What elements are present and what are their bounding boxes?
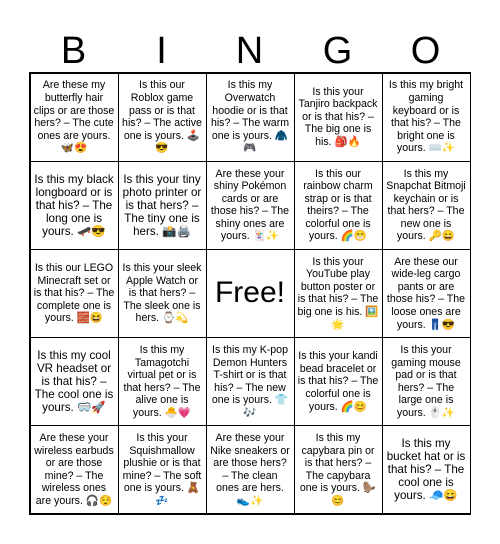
cell-text: Is this your kandi bead bracelet or is that his? – The colorful one is yours. 🌈😊	[297, 350, 379, 413]
cell-text: Are these our wide-leg cargo pants or are those his? – The loose ones are yours. 👖😎	[386, 255, 466, 331]
header-letter-n: N	[235, 30, 265, 72]
bingo-cell-r3-c2[interactable]	[118, 249, 207, 338]
cell-text: Are these your Nike sneakers or are those hers? – The clean ones are hers. 👟✨	[210, 432, 290, 508]
cell-text: Is this my capybara pin or is that hers? – The capybara one is yours. 🦫😊	[299, 432, 377, 508]
bingo-cell-r2-c5[interactable]	[382, 161, 471, 250]
bingo-cell-r3-c1[interactable]	[30, 249, 119, 338]
cell-text: Is this my bucket hat or is that his? – The cool one is yours. 🧢😄	[386, 437, 466, 503]
bingo-cell-r5-c3[interactable]	[206, 425, 295, 514]
cell-text: Is this my K-pop Demon Hunters T-shirt or is that his? – The new one is yours. 👕🎶	[211, 343, 289, 419]
cell-text: Are these your shiny Pokémon cards or are those his? – The shiny ones are yours. 🃏✨	[210, 167, 290, 243]
bingo-cell-r2-c2[interactable]	[118, 161, 207, 250]
bingo-grid	[29, 72, 471, 515]
bingo-cell-r3-c4[interactable]	[294, 249, 383, 338]
bingo-cell-r4-c4[interactable]	[294, 337, 383, 426]
header-letter-g: G	[322, 30, 354, 72]
bingo-cell-r1-c3[interactable]	[206, 73, 295, 162]
cell-text: Is this our Roblox game pass or is that his? – The active one is yours. 🕹️😎	[122, 79, 202, 155]
bingo-cell-r5-c5[interactable]	[382, 425, 471, 514]
cell-text: Are these my butterfly hair clips or are those hers? – The cute ones are yours. 🦋😍	[33, 79, 115, 155]
header-letter-i: I	[156, 30, 168, 72]
free-space-label: Free!	[214, 276, 286, 310]
bingo-cell-r1-c5[interactable]	[382, 73, 471, 162]
cell-text: Is this your tiny photo printer or is that hers? – The tiny one is hers. 📸🖨️	[122, 172, 202, 238]
cell-text: Is this my bright gaming keyboard or is that his? – The bright one is yours. ⌨️✨	[388, 79, 464, 155]
bingo-cell-r2-c4[interactable]	[294, 161, 383, 250]
header-letter-b: B	[60, 30, 88, 72]
cell-text: Is this your Squishmallow plushie or is that mine? – The soft one is yours. 🧸💤	[122, 432, 202, 508]
bingo-cell-r2-c3[interactable]	[206, 161, 295, 250]
cell-text: Is this my Snapchat Bitmoji keychain or is that hers? – The new one is yours. 🔑😄	[386, 167, 466, 243]
cell-text: Is this your Tanjiro backpack or is that his? – The big one is his. 🎒🔥	[298, 85, 378, 148]
bingo-cell-r2-c1[interactable]	[30, 161, 119, 250]
cell-text: Is this our LEGO Minecraft set or is that his? – The complete one is yours. 🧱😆	[33, 262, 115, 325]
cell-text: Is this my Overwatch hoodie or is that his? – The warm one is yours. 🧥🎮	[210, 79, 290, 155]
bingo-cell-r4-c5[interactable]	[382, 337, 471, 426]
header-letter-o: O	[410, 30, 442, 72]
bingo-header	[30, 30, 470, 72]
cell-text: Is this my black longboard or is that his? – The long one is yours. 🛹😎	[34, 172, 114, 238]
cell-text: Is this your sleek Apple Watch or is that hers? – The sleek one is hers. ⌚💫	[122, 262, 202, 325]
bingo-cell-r3-c5[interactable]	[382, 249, 471, 338]
bingo-cell-r4-c2[interactable]	[118, 337, 207, 426]
cell-text: Are these your wireless earbuds or are those mine? – The wireless ones are yours. 🎧😌	[34, 432, 114, 508]
bingo-cell-r5-c2[interactable]	[118, 425, 207, 514]
bingo-cell-r5-c4[interactable]	[294, 425, 383, 514]
bingo-cell-r4-c1[interactable]	[30, 337, 119, 426]
bingo-cell-r1-c1[interactable]	[30, 73, 119, 162]
bingo-cell-r1-c2[interactable]	[118, 73, 207, 162]
bingo-cell-r5-c1[interactable]	[30, 425, 119, 514]
bingo-free-space[interactable]	[206, 249, 295, 338]
bingo-cell-r1-c4[interactable]	[294, 73, 383, 162]
cell-text: Is this our rainbow charm strap or is that theirs? – The colorful one is yours. 🌈😁	[303, 167, 373, 243]
cell-text: Is this your gaming mouse pad or is that hers? – The large one is yours. 🖱️✨	[391, 343, 461, 419]
cell-text: Is this my cool VR headset or is that his? – The cool one is yours. 🥽🚀	[34, 349, 114, 415]
bingo-cell-r4-c3[interactable]	[206, 337, 295, 426]
cell-text: Is this your YouTube play button poster or is that his? – The big one is his. 🖼️🌟	[297, 255, 379, 331]
cell-text: Is this my Tamagotchi virtual pet or is that hers? – The alive one is yours. 🐣💗	[123, 343, 201, 419]
